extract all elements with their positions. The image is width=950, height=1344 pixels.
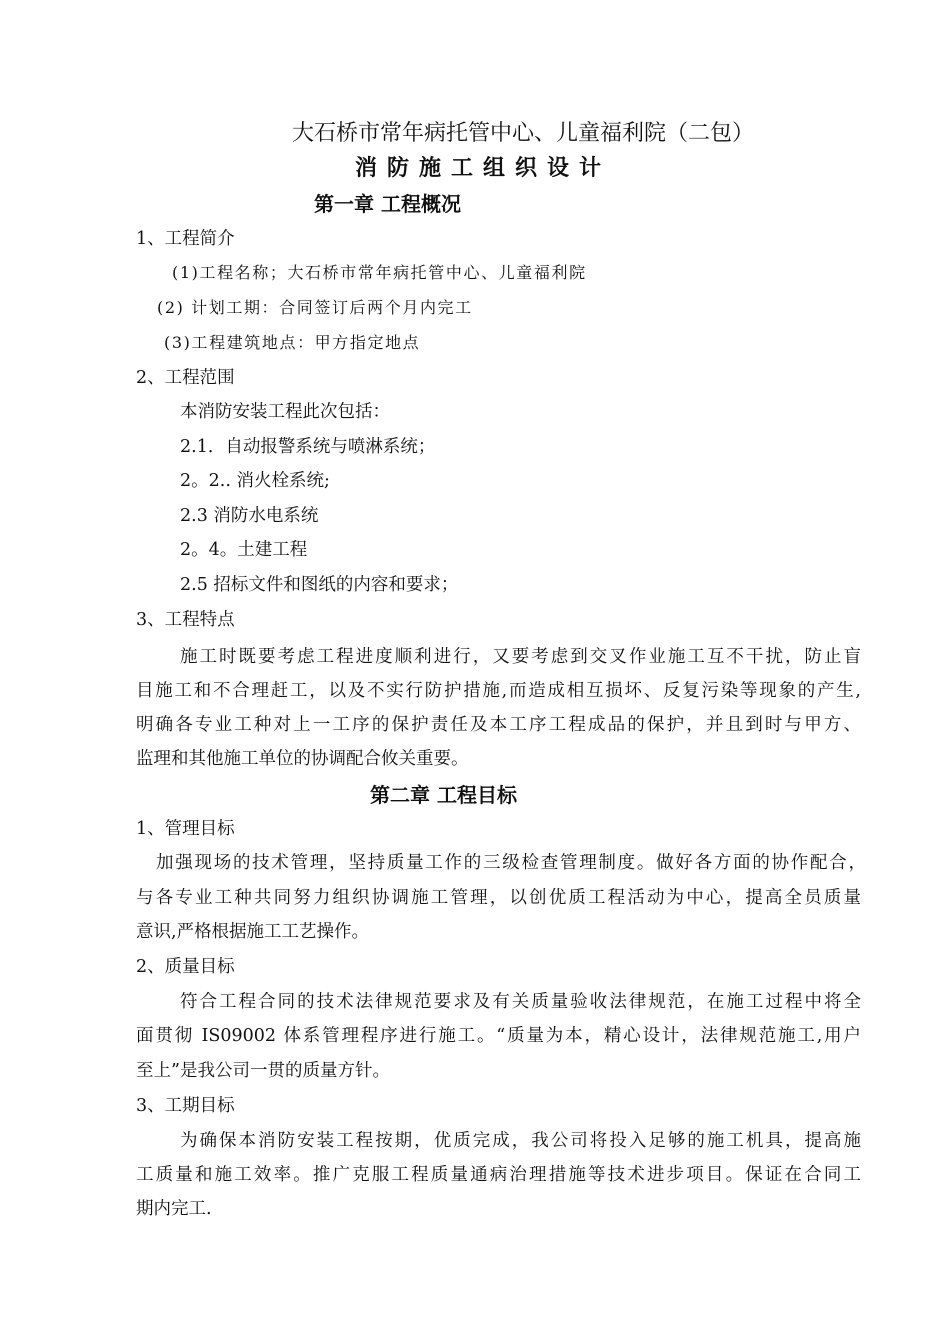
paragraph-line: 加强现场的技术管理，坚持质量工作的三级检查管理制度。做好各方面的协作配合， xyxy=(156,853,866,873)
chapter2-heading: 第二章 工程目标 xyxy=(370,783,517,807)
project-location: (3)工程建筑地点：甲方指定地点 xyxy=(164,333,421,352)
project-period: (2) 计划工期：合同签订后两个月内完工 xyxy=(157,298,473,317)
paragraph-line: 目施工和不合理赶工，以及不实行防护措施,而造成相互损坏、反复污染等现象的产生, xyxy=(136,681,861,701)
paragraph-line: 施工时既要考虑工程进度顺利进行，又要考虑到交叉作业施工互不干扰，防止盲 xyxy=(180,647,861,667)
paragraph-line: 符合工程合同的技术法律规范要求及有关质量验收法律规范，在施工过程中将全 xyxy=(180,992,861,1012)
paragraph-line: 意识,严格根据施工工艺操作。 xyxy=(136,922,370,942)
scope-item: 2.3 消防水电系统 xyxy=(180,506,319,526)
scope-item: 2.5 招标文件和图纸的内容和要求； xyxy=(180,575,459,595)
paragraph-line: 期内完工. xyxy=(136,1199,212,1219)
scope-item: 2。2.. 消火栓系统; xyxy=(180,471,330,491)
document-subtitle: 消防施工组织设计 xyxy=(355,155,612,181)
project-name: (1)工程名称；大石桥市常年病托管中心、儿童福利院 xyxy=(172,263,587,282)
paragraph-line: 监理和其他施工单位的协调配合攸关重要。 xyxy=(136,749,469,769)
paragraph-line: 至上”是我公司一贯的质量方针。 xyxy=(136,1061,390,1081)
section-heading-quality: 2、质量目标 xyxy=(136,957,235,977)
scope-item: 2。4。土建工程 xyxy=(180,540,308,560)
scope-item: 2.1．自动报警系统与喷淋系统； xyxy=(180,437,436,457)
chapter1-heading: 第一章 工程概况 xyxy=(314,192,461,216)
section-heading-overview: 1、工程简介 xyxy=(136,229,235,249)
section-heading-management: 1、管理目标 xyxy=(136,819,235,839)
paragraph-line: 为确保本消防安装工程按期，优质完成，我公司将投入足够的施工机具，提高施 xyxy=(180,1131,861,1151)
paragraph-line: 面贯彻 IS09002 体系管理程序进行施工。“质量为本，精心设计，法律规范施工,用户 xyxy=(136,1026,861,1046)
section-heading-schedule: 3、工期目标 xyxy=(136,1096,235,1116)
document-title: 大石桥市常年病托管中心、儿童福利院（二包） xyxy=(292,121,755,146)
paragraph-line: 明确各专业工种对上一工序的保护责任及本工序工程成品的保护，并且到时与甲方、 xyxy=(136,715,861,735)
paragraph-line: 与各专业工种共同努力组织协调施工管理，以创优质工程活动为中心，提高全员质量 xyxy=(136,888,861,908)
paragraph-line: 工质量和施工效率。推广克服工程质量通病治理措施等技术进步项目。保证在合同工 xyxy=(136,1165,861,1185)
section-heading-scope: 2、工程范围 xyxy=(136,368,235,388)
section-heading-features: 3、工程特点 xyxy=(136,610,235,630)
scope-intro: 本消防安装工程此次包括： xyxy=(180,402,390,422)
